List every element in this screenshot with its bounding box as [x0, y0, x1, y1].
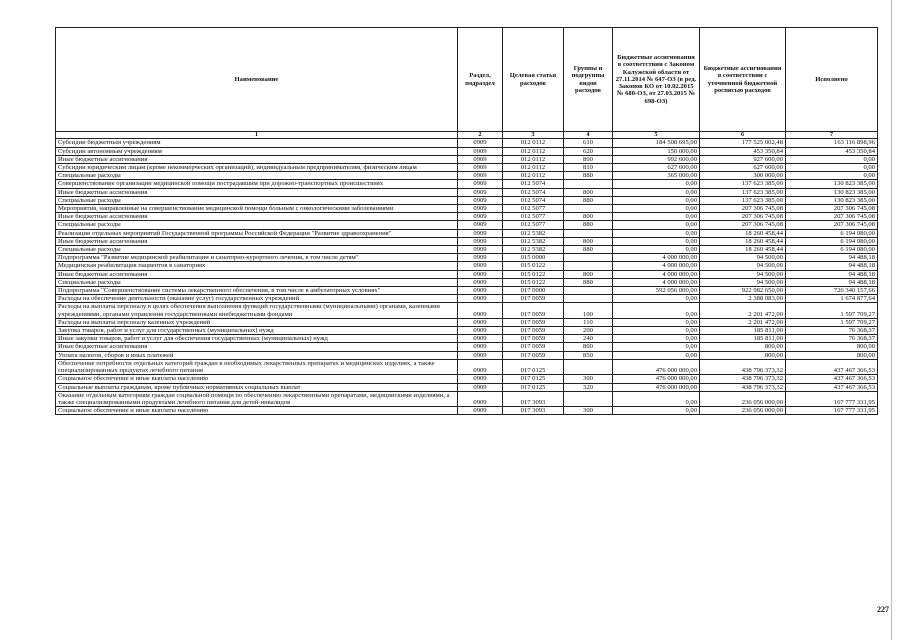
row-expense-group: 300	[564, 407, 613, 415]
row-executed: 76 368,37	[786, 335, 878, 343]
row-expense-group: 880	[564, 221, 613, 229]
row-target-article: 015 0122	[503, 278, 564, 286]
row-refined-allocation: 185 811,00	[700, 327, 786, 335]
row-expense-group: 800	[564, 343, 613, 351]
row-name: Субсидии бюджетным учреждениям	[56, 139, 458, 147]
table-row	[56, 318, 878, 326]
table-row	[56, 229, 878, 237]
table-row	[56, 254, 878, 262]
row-law-allocation: 476 000 000,00	[613, 375, 700, 383]
row-target-article: 015 0122	[503, 262, 564, 270]
row-target-article: 017 0059	[503, 318, 564, 326]
row-section: 0909	[458, 295, 503, 303]
row-section: 0909	[458, 237, 503, 245]
row-refined-allocation: 236 056 000,00	[700, 391, 786, 406]
row-expense-group: 800	[564, 188, 613, 196]
row-executed: 1 597 709,27	[786, 303, 878, 318]
row-refined-allocation: 2 388 083,00	[700, 295, 786, 303]
header-law-allocation: Бюджетные ассигнования в соответствии с Законом Калужской области от 27.11.2014 № 647-ОЗ (в ред. Законов КО от 10.02.2015 № 680-ОЗ, от 27.03.2015 № 698-ОЗ)	[613, 28, 700, 132]
row-section: 0909	[458, 172, 503, 180]
row-executed: 1 597 709,27	[786, 318, 878, 326]
row-target-article: 012 5074	[503, 180, 564, 188]
row-name: Иные бюджетные ассигнования	[56, 155, 458, 163]
row-law-allocation: 0,00	[613, 213, 700, 221]
row-section: 0909	[458, 407, 503, 415]
row-refined-allocation: 94 500,00	[700, 254, 786, 262]
row-refined-allocation: 18 260 458,44	[700, 229, 786, 237]
row-expense-group: 240	[564, 335, 613, 343]
row-expense-group	[564, 391, 613, 406]
row-target-article: 012 5077	[503, 213, 564, 221]
row-name: Специальные расходы	[56, 196, 458, 204]
row-expense-group: 800	[564, 270, 613, 278]
row-refined-allocation: 438 796 373,32	[700, 375, 786, 383]
page-number: 227	[877, 605, 889, 614]
row-law-allocation: 0,00	[613, 327, 700, 335]
row-refined-allocation: 922 982 650,00	[700, 287, 786, 295]
row-expense-group: 880	[564, 246, 613, 254]
row-target-article: 012 5382	[503, 246, 564, 254]
row-section: 0909	[458, 343, 503, 351]
row-law-allocation: 992 600,00	[613, 155, 700, 163]
row-law-allocation: 0,00	[613, 335, 700, 343]
row-law-allocation: 365 000,00	[613, 172, 700, 180]
row-law-allocation: 627 600,00	[613, 164, 700, 172]
column-number: 6	[700, 132, 786, 139]
row-refined-allocation: 18 260 458,44	[700, 246, 786, 254]
row-target-article: 017 0059	[503, 343, 564, 351]
row-name: Медицинская реабилитация пациентов в санаториях	[56, 262, 458, 270]
row-target-article: 012 0112	[503, 139, 564, 147]
row-name: Подпрограмма "Совершенствование системы лекарственного обеспечения, в том числе в амбулаторных условиях"	[56, 287, 458, 295]
row-refined-allocation: 800,00	[700, 343, 786, 351]
table-row	[56, 343, 878, 351]
row-target-article: 012 5074	[503, 196, 564, 204]
row-executed: 163 116 898,96	[786, 139, 878, 147]
row-name: Расходы на выплаты персоналу в целях обеспечения выполнения функций государственными (муниципальными) органами, казенными учреждениями, органами управления государственными внебюджетными фондами	[56, 303, 458, 318]
row-target-article: 017 0000	[503, 287, 564, 295]
table-row	[56, 327, 878, 335]
row-expense-group: 320	[564, 383, 613, 391]
row-executed: 437 467 366,53	[786, 375, 878, 383]
row-expense-group: 810	[564, 164, 613, 172]
row-name: Реализация отдельных мероприятий Государственной программы Российской Федерации "Развитие здравоохранения"	[56, 229, 458, 237]
table-row	[56, 335, 878, 343]
row-section: 0909	[458, 229, 503, 237]
row-section: 0909	[458, 180, 503, 188]
row-expense-group: 880	[564, 196, 613, 204]
row-section: 0909	[458, 270, 503, 278]
row-law-allocation: 0,00	[613, 188, 700, 196]
row-executed: 94 488,18	[786, 278, 878, 286]
row-executed: 437 467 366,53	[786, 383, 878, 391]
row-name: Специальные расходы	[56, 221, 458, 229]
row-name: Иные бюджетные ассигнования	[56, 237, 458, 245]
table-row	[56, 188, 878, 196]
row-law-allocation: 0,00	[613, 407, 700, 415]
row-executed: 207 306 745,08	[786, 205, 878, 213]
column-number-row	[56, 132, 878, 139]
row-name: Социальные выплаты гражданам, кроме публичных нормативных социальных выплат	[56, 383, 458, 391]
row-refined-allocation: 207 306 745,08	[700, 221, 786, 229]
row-name: Субсидии юридическим лицам (кроме некоммерческих организаций), индивидуальным предпринимателям, физическим лицам	[56, 164, 458, 172]
row-expense-group	[564, 287, 613, 295]
row-executed: 167 777 331,95	[786, 391, 878, 406]
row-expense-group: 610	[564, 139, 613, 147]
row-refined-allocation: 2 201 472,00	[700, 303, 786, 318]
row-expense-group: 800	[564, 213, 613, 221]
row-law-allocation: 4 000 000,00	[613, 278, 700, 286]
row-name: Уплата налогов, сборов и иных платежей	[56, 351, 458, 359]
row-refined-allocation: 177 525 002,48	[700, 139, 786, 147]
row-target-article: 015 0122	[503, 270, 564, 278]
table-row	[56, 383, 878, 391]
row-section: 0909	[458, 221, 503, 229]
row-law-allocation: 0,00	[613, 318, 700, 326]
table-row	[56, 164, 878, 172]
row-executed: 94 488,18	[786, 270, 878, 278]
header-refined-allocation: Бюджетные ассигнования в соответствии с уточненной бюджетной росписью расходов	[700, 28, 786, 132]
table-row	[56, 278, 878, 286]
row-expense-group: 200	[564, 327, 613, 335]
column-number: 3	[503, 132, 564, 139]
row-section: 0909	[458, 391, 503, 406]
row-target-article: 017 0059	[503, 335, 564, 343]
row-target-article: 017 0059	[503, 295, 564, 303]
row-refined-allocation: 236 056 000,00	[700, 407, 786, 415]
table-row	[56, 262, 878, 270]
row-expense-group: 110	[564, 318, 613, 326]
row-section: 0909	[458, 205, 503, 213]
row-target-article: 017 0059	[503, 303, 564, 318]
row-law-allocation: 0,00	[613, 221, 700, 229]
table-row	[56, 147, 878, 155]
row-section: 0909	[458, 318, 503, 326]
row-law-allocation: 4 000 000,00	[613, 254, 700, 262]
row-name: Подпрограмма "Развитие медицинской реабилитации и санаторно-курортного лечения, в том числе детям"	[56, 254, 458, 262]
header-name: Наименование	[56, 28, 458, 132]
row-executed: 130 823 385,00	[786, 196, 878, 204]
table-row	[56, 139, 878, 147]
row-target-article: 017 0059	[503, 351, 564, 359]
row-section: 0909	[458, 262, 503, 270]
row-refined-allocation: 137 623 385,00	[700, 188, 786, 196]
row-law-allocation: 592 056 000,00	[613, 287, 700, 295]
row-target-article: 017 0125	[503, 383, 564, 391]
row-law-allocation: 0,00	[613, 391, 700, 406]
row-expense-group	[564, 229, 613, 237]
row-expense-group	[564, 180, 613, 188]
row-law-allocation: 0,00	[613, 246, 700, 254]
row-section: 0909	[458, 155, 503, 163]
row-law-allocation: 4 000 000,00	[613, 270, 700, 278]
table-row	[56, 407, 878, 415]
page-edge	[891, 0, 892, 640]
row-law-allocation: 0,00	[613, 295, 700, 303]
row-refined-allocation: 2 201 472,00	[700, 318, 786, 326]
row-section: 0909	[458, 359, 503, 374]
row-name: Иные бюджетные ассигнования	[56, 188, 458, 196]
row-executed: 0,00	[786, 172, 878, 180]
row-expense-group: 620	[564, 147, 613, 155]
row-law-allocation: 150 000,00	[613, 147, 700, 155]
column-number: 7	[786, 132, 878, 139]
row-executed: 94 488,18	[786, 254, 878, 262]
row-target-article: 012 5074	[503, 188, 564, 196]
table-row	[56, 391, 878, 406]
row-refined-allocation: 137 623 385,00	[700, 196, 786, 204]
row-target-article: 017 0125	[503, 375, 564, 383]
row-target-article: 017 3093	[503, 391, 564, 406]
row-target-article: 015 0000	[503, 254, 564, 262]
row-name: Специальные расходы	[56, 172, 458, 180]
column-number: 1	[56, 132, 458, 139]
row-executed: 6 194 080,00	[786, 229, 878, 237]
row-name: Мероприятия, направленные на совершенствование медицинской помощи больным с онкологическими заболеваниями	[56, 205, 458, 213]
row-section: 0909	[458, 188, 503, 196]
table-row	[56, 213, 878, 221]
row-target-article: 017 0059	[503, 327, 564, 335]
row-executed: 453 350,84	[786, 147, 878, 155]
row-refined-allocation: 800,00	[700, 351, 786, 359]
table-row	[56, 180, 878, 188]
row-section: 0909	[458, 246, 503, 254]
row-section: 0909	[458, 327, 503, 335]
header-section: Раздел, подраздел	[458, 28, 503, 132]
row-name: Специальные расходы	[56, 278, 458, 286]
header-target-article: Целевая статья расходов	[503, 28, 564, 132]
row-expense-group	[564, 254, 613, 262]
row-section: 0909	[458, 375, 503, 383]
table-row	[56, 287, 878, 295]
row-name: Расходы на выплаты персоналу казенных учреждений	[56, 318, 458, 326]
row-name: Закупка товаров, работ и услуг для государственных (муниципальных) нужд	[56, 327, 458, 335]
row-refined-allocation: 185 811,00	[700, 335, 786, 343]
table-row	[56, 246, 878, 254]
table-row	[56, 196, 878, 204]
row-executed: 207 306 745,08	[786, 213, 878, 221]
row-target-article: 012 5382	[503, 229, 564, 237]
row-section: 0909	[458, 351, 503, 359]
row-executed: 130 823 385,00	[786, 188, 878, 196]
row-executed: 437 467 366,53	[786, 359, 878, 374]
table-row	[56, 221, 878, 229]
row-executed: 167 777 331,95	[786, 407, 878, 415]
table-row	[56, 237, 878, 245]
row-section: 0909	[458, 383, 503, 391]
row-name: Иные закупки товаров, работ и услуг для обеспечения государственных (муниципальных) нужд	[56, 335, 458, 343]
row-executed: 800,00	[786, 343, 878, 351]
row-name: Расходы на обеспечение деятельности (оказание услуг) государственных учреждений	[56, 295, 458, 303]
row-executed: 6 194 080,00	[786, 237, 878, 245]
row-law-allocation: 0,00	[613, 180, 700, 188]
row-expense-group: 300	[564, 375, 613, 383]
row-law-allocation: 476 000 000,00	[613, 359, 700, 374]
row-law-allocation: 4 000 000,00	[613, 262, 700, 270]
row-refined-allocation: 927 600,00	[700, 155, 786, 163]
row-target-article: 012 0112	[503, 164, 564, 172]
row-target-article: 012 5077	[503, 221, 564, 229]
row-law-allocation: 0,00	[613, 229, 700, 237]
row-refined-allocation: 438 796 373,32	[700, 383, 786, 391]
row-target-article: 012 0112	[503, 155, 564, 163]
row-name: Социальное обеспечение и иные выплаты населению	[56, 407, 458, 415]
row-name: Обеспечение потребности отдельных категорий граждан в необходимых лекарственных препаратах и медицинских изделиях, а также специализированных продуктах лечебного питания	[56, 359, 458, 374]
row-executed: 130 823 385,00	[786, 180, 878, 188]
column-number: 5	[613, 132, 700, 139]
row-expense-group: 100	[564, 303, 613, 318]
row-section: 0909	[458, 303, 503, 318]
row-refined-allocation: 438 796 373,32	[700, 359, 786, 374]
row-expense-group	[564, 359, 613, 374]
row-refined-allocation: 94 500,00	[700, 262, 786, 270]
row-law-allocation: 0,00	[613, 351, 700, 359]
row-section: 0909	[458, 213, 503, 221]
row-name: Иные бюджетные ассигнования	[56, 213, 458, 221]
column-number: 2	[458, 132, 503, 139]
row-executed: 0,00	[786, 155, 878, 163]
row-target-article: 017 0125	[503, 359, 564, 374]
row-name: Совершенствование организации медицинской помощи пострадавшим при дорожно-транспортных происшествиях	[56, 180, 458, 188]
row-section: 0909	[458, 196, 503, 204]
table-row	[56, 205, 878, 213]
row-name: Оказание отдельным категориям граждан социальной помощи по обеспечению лекарственными препаратами, медицинскими изделиями, а также специализированными продуктами лечебного питания для детей-инвалидов	[56, 391, 458, 406]
row-refined-allocation: 137 623 385,00	[700, 180, 786, 188]
row-refined-allocation: 18 260 458,44	[700, 237, 786, 245]
row-expense-group: 880	[564, 172, 613, 180]
row-expense-group: 880	[564, 278, 613, 286]
row-executed: 726 340 157,66	[786, 287, 878, 295]
row-target-article: 012 5382	[503, 237, 564, 245]
row-section: 0909	[458, 254, 503, 262]
row-executed: 0,00	[786, 164, 878, 172]
table-body	[56, 139, 878, 415]
row-executed: 76 368,37	[786, 327, 878, 335]
column-number: 4	[564, 132, 613, 139]
row-refined-allocation: 453 350,84	[700, 147, 786, 155]
table-row	[56, 270, 878, 278]
row-refined-allocation: 627 600,00	[700, 164, 786, 172]
row-target-article: 017 3093	[503, 407, 564, 415]
row-expense-group: 800	[564, 237, 613, 245]
table-row	[56, 351, 878, 359]
row-executed: 800,00	[786, 351, 878, 359]
header-row	[56, 28, 878, 132]
row-law-allocation: 0,00	[613, 196, 700, 204]
row-expense-group	[564, 205, 613, 213]
row-law-allocation: 0,00	[613, 205, 700, 213]
row-section: 0909	[458, 335, 503, 343]
row-law-allocation: 0,00	[613, 343, 700, 351]
row-name: Субсидии автономным учреждениям	[56, 147, 458, 155]
row-section: 0909	[458, 147, 503, 155]
row-law-allocation: 0,00	[613, 303, 700, 318]
row-expense-group: 800	[564, 155, 613, 163]
row-expense-group: 850	[564, 351, 613, 359]
row-refined-allocation: 94 500,00	[700, 278, 786, 286]
header-expense-group: Группы и подгруппы видов расходов	[564, 28, 613, 132]
row-refined-allocation: 300 000,00	[700, 172, 786, 180]
row-expense-group	[564, 262, 613, 270]
row-section: 0909	[458, 278, 503, 286]
row-name: Иные бюджетные ассигнования	[56, 343, 458, 351]
row-executed: 94 488,18	[786, 262, 878, 270]
table-row	[56, 359, 878, 374]
table-row	[56, 295, 878, 303]
row-section: 0909	[458, 164, 503, 172]
row-refined-allocation: 207 306 745,08	[700, 213, 786, 221]
budget-execution-table	[55, 27, 878, 415]
table-row	[56, 375, 878, 383]
row-name: Специальные расходы	[56, 246, 458, 254]
row-law-allocation: 0,00	[613, 237, 700, 245]
row-law-allocation: 184 508 695,00	[613, 139, 700, 147]
row-refined-allocation: 207 306 745,08	[700, 205, 786, 213]
row-target-article: 012 5077	[503, 205, 564, 213]
row-executed: 6 194 080,00	[786, 246, 878, 254]
row-name: Социальное обеспечение и иные выплаты населению	[56, 375, 458, 383]
row-law-allocation: 476 000 000,00	[613, 383, 700, 391]
row-executed: 1 674 877,64	[786, 295, 878, 303]
row-section: 0909	[458, 287, 503, 295]
table-row	[56, 303, 878, 318]
row-refined-allocation: 94 500,00	[700, 270, 786, 278]
row-target-article: 012 0112	[503, 172, 564, 180]
header-executed: Исполнено	[786, 28, 878, 132]
row-expense-group	[564, 295, 613, 303]
row-section: 0909	[458, 139, 503, 147]
table-row	[56, 155, 878, 163]
row-name: Иные бюджетные ассигнования	[56, 270, 458, 278]
table-row	[56, 172, 878, 180]
row-target-article: 012 0112	[503, 147, 564, 155]
row-executed: 207 306 745,08	[786, 221, 878, 229]
